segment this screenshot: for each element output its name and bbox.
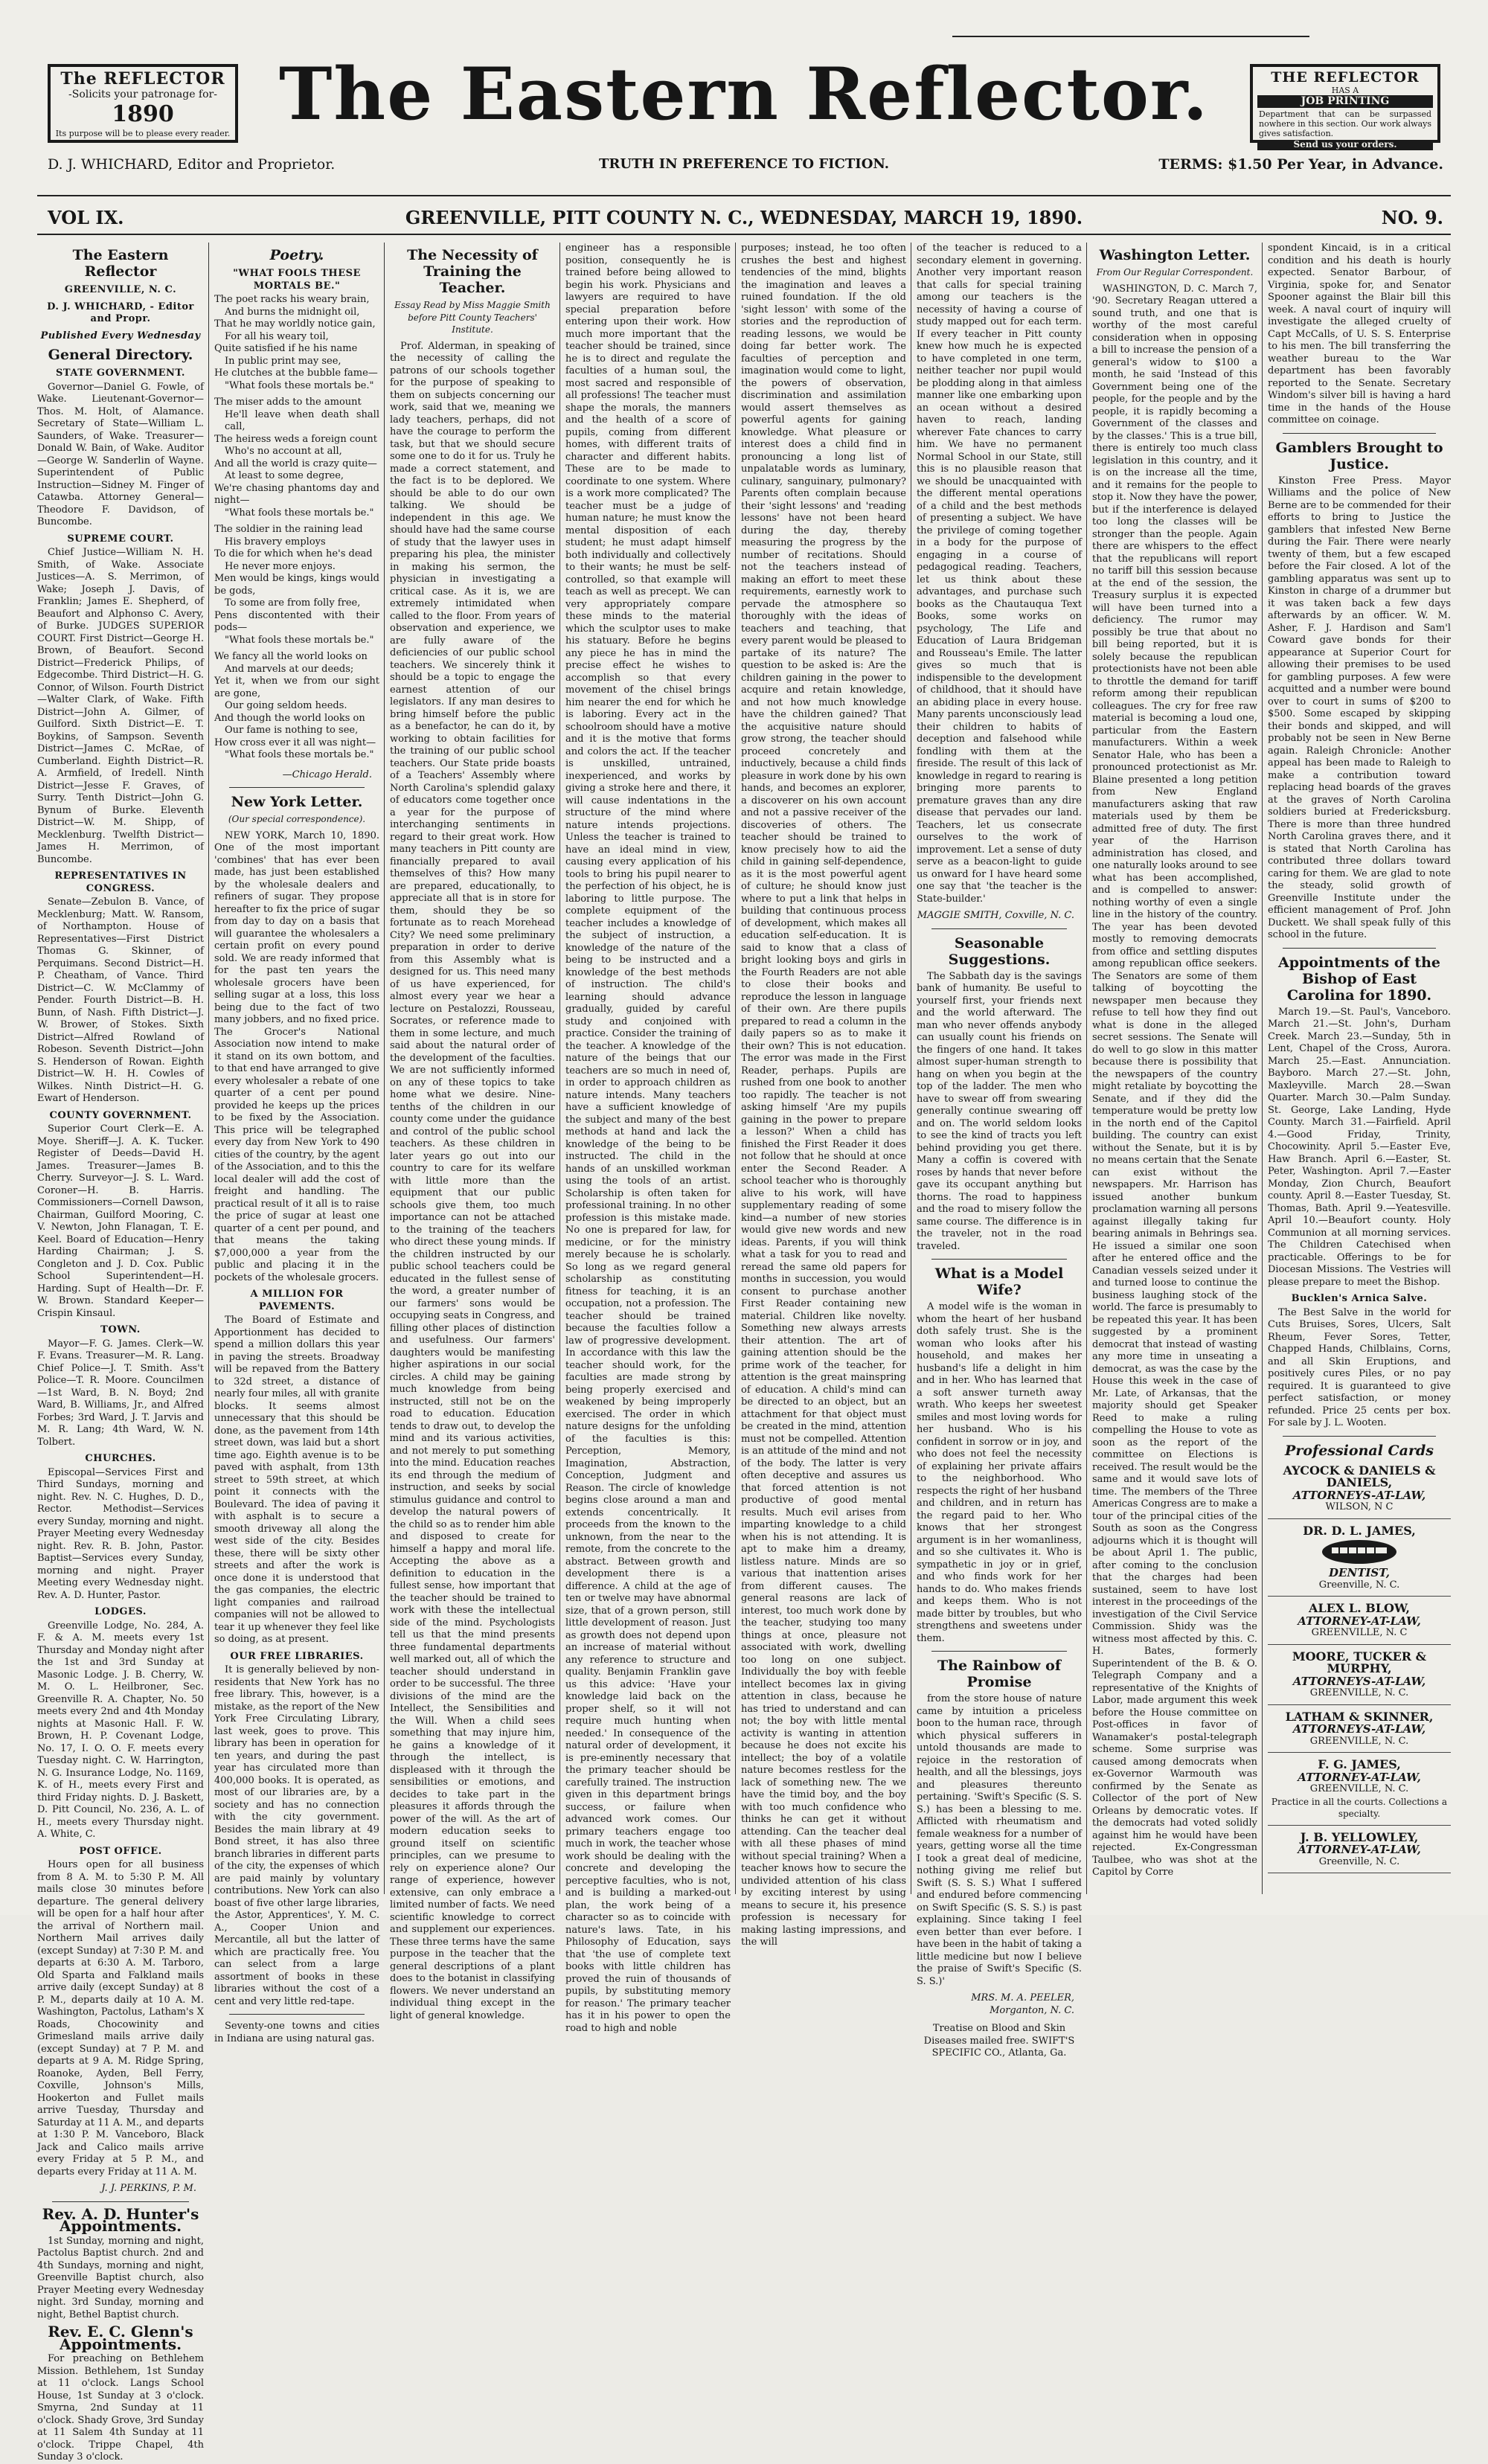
washington-text: WASHINGTON, D. C. March 7, '90. Secretary Reagan uttered a sound truth, and one that is worthy of the most careful consideration when in opposing a bill to increase the pension of a general's widow to $100 a month, he said 'Instead of this Government being one of the people, for the people and by the people, it is rapidly becoming a Government of the classes and by the classes.' This is a true bill, there is entirely too much class legislation in this country, and it is on the increase all the time, and it remains for the people to stop it. Now they have the power, but if the interference is delayed too long the classes will be stronger than the people. Again there are whispers to the effect that the republicans will report no tariff bill this session because at the end of the session, the Treasury surplus it is expected will have been turned into a deficiency. The rumor may possibly be true that about no bill being reported, but it is solely because the republican protectionists have not been able to throttle the demand for tariff reform among their republican colleagues. The cry for free raw material is becoming a loud one, particular from the Eastern manufacturers. Within a week Senator Hale, who has been a pronounced protectionist as Mr. Blaine presented a long petition from New England manufacturers asking that raw materials used by them be admitted free of duty. The first year of the Harrison administration has closed, and one naturally looks around to see what has been accomplished, and is compelled to answer: nothing worthy of even a single line in the history of the country. The year has been devoted mostly to removing democrats from office and settling disputes among republican office seekers. The Senators are some of them talking of boycotting the newspaper men because they refuse to tell how they find out what is done in the alleged secret sessions. The Senate will do well to go slow in this matter because there is possibility that the newspapers of the country might retaliate by boycotting the Senate, and if they did the temperature would be pretty low in the north end of the Capitol building. The country can exist without the Senate, but it is by no means certain that the Senate can exist without the newspapers. Mr. Harrison has issued another bunkum proclamation warning all persons against illegally taking fur bearing animals in Behrings sea. He issued a similar one soon after he entered office and the Canadian vessels seized under it and turned loose to continue the business laughing stock of the world. The farce is presumably to be repeated this year. It has been suggested by a prominent democrat that instead of wasting any more time in unseating a democrat, as was the case by the House this week in the case of Mr. Late, of Arkansas, that the majority should get Speaker Reed to make a ruling compelling the House to vote as soon as the report of the committee on Elections is received. The result would be the same and it would save lots of time. The members of the Three Americas Congress are to make a tour of the principal cities of the South as soon as the Congress adjourns which it is thought will be about April 1. The public, after coming to the conclusion that the charges had been sustained, seem to have lost interest in the proceedings of the investigation of the Civil Service Commission. Shidy was the witness most affected by this. C. H. Bates, formerly Superintendent of the B. & O. Telegraph Company and a representative of the Knights of Labor, made argument this week before the House committee on Post-offices in favor of Wanamaker's postal-telegraph scheme. Some surprise was caused among democrats when ex-Governor Warmouth was confirmed by the Senate as Collector of the port of New Orleans by democratic votes. If the democrats had voted solidly against him he would have been rejected. Ex-Congressman Taulbee, who was shot at the Capitol by Corre: [1092, 283, 1257, 1878]
card-role: ATTORNEYS-AT-LAW,: [1292, 1722, 1426, 1736]
hunter-text: 1st Sunday, morning and night, Pactolus Baptist church. 2nd and 4th Sundays, morning and night, Greenville Baptist church, also Prayer Meeting every Wednesday night. 3rd Sunday, morning and night, Bethel Baptist church.: [37, 2235, 204, 2320]
pavements-heading: A MILLION FOR PAVEMENTS.: [250, 1289, 344, 1312]
card-name: DR. D. L. JAMES,: [1303, 1523, 1416, 1538]
postmaster-signature: J. J. PERKINS, P. M.: [101, 2183, 196, 2194]
bishop-text: March 19.—St. Paul's, Vanceboro. March 21.—St. John's, Durham Creek. March 23.—Sunday, 5th in Lent, Chapel of the Cross, Aurora. March 25.—East. Annunciation. Bayboro. March 27.—St. John, Maxleyville. March 28.—Swan Quarter. March 30.—Palm Sunday. St. George, Lake Landing, Hyde County. March 31.—Fairfield. April 4.—Good Friday, Trinity, Chocowinity. April 5.—Easter Eve, Haw Branch. April 6.—Easter, St. Peter, Washington. April 7.—Easter Monday, Zion Church, Beaufort county. April 8.—Easter Tuesday, St. Thomas, Bath. April 9.—Yeatesville. April 10.—Beaufort county. Holy Communion at all morning services. The Children Catechised when practicable. Offerings to be for Diocesan Missions. The Vestries will please prepare to meet the Bishop.: [1268, 1006, 1451, 1288]
card-yellowley: [1268, 1829, 1451, 1874]
rainbow-footer: Treatise on Blood and Skin Diseases mailed free. SWIFT'S SPECIFIC CO., Atlanta, Ga.: [923, 2023, 1075, 2059]
ny-letter-text: NEW YORK, March 10, 1890. One of the most important 'combines' that has ever been made, has just been established by the wholesale dealers and refiners of sugar. They propose hereafter to fix the price of sugar from day to day on a basis that will guarantee the wholesalers a certain profit on every pound sold. We are ready informed that for the past ten years the wholesale grocers have been selling sugar at a loss, this loss being due to the fact of two many jobbers, and no fixed price. The Grocer's National Association now intend to make it stand on its own bottom, and to that end have arranged to give every wholesaler a rebate of one quarter of a cent per pound provided he keeps up the prices to be fixed by the Association. This price will be telegraphed every day from New York to 490 cities of the country, by the agent of the Association, and to this the local dealer will add the cost of freight and handling. The practical result of it all is to raise the price of sugar at least one quarter of a cent per pound, and that means the taking $7,000,000 a year from the public and placing it in the pockets of the wholesale grocers.: [214, 830, 379, 1283]
poem-line: "What fools these mortals be.": [225, 634, 374, 646]
card-moore-tucker-murphy: [1268, 1651, 1451, 1705]
promo-box-right: [1250, 64, 1440, 150]
congress-text: Senate—Zebulon B. Vance, of Mecklenburg; Matt. W. Ransom, of Northampton. House of Representatives—First District Thomas G. Skinner, of Perquimans. Second District—H. P. Cheatham, of Vance. Third District—C. W. McClammy of Pender. Fourth District—B. H. Bunn, of Nash. Fifth District—J. W. Brower, of Stokes. Sixth District—Alfred Rowland of Robeson. Seventh District—John S. Henderson of Rowan. Eighth District—W. H. H. Cowles of Wilkes. Ninth District—H. G. Ewart of Henderson.: [37, 896, 204, 1104]
card-location: GREENVILLE, N. C: [1311, 1627, 1408, 1638]
card-blow: [1268, 1602, 1451, 1645]
essay-heading: The Necessity of Training the Teacher.: [407, 247, 538, 296]
column-news-cards: [1263, 243, 1455, 1894]
state-gov-heading: STATE GOVERNMENT.: [56, 368, 185, 379]
seasonable-text: The Sabbath day is the savings bank of humanity. Be useful to yourself first, your friends next and the world afterward. The man who never offends anybody can usually count his friends on the fingers of one hand. It takes almost super-human strength to hang on when you begin at the top of the ladder. The men who have to swear off from swearing generally continue swearing off and on. The world seldom looks to see the kind of tracts you left behind providing you get there. Many a coffin is covered with roses by hands that never before gave its occupant anything but thorns. The road to happiness and the road to misery follow the same course. The difference is in the traveler, not in the road traveled.: [917, 970, 1082, 1252]
card-name: J. B. YELLOWLEY,: [1300, 1829, 1419, 1844]
directory-paper-title: The Eastern Reflector: [72, 247, 169, 280]
stanza-gap: [214, 762, 379, 766]
glenn-text: For preaching on Bethlehem Mission. Bethlehem, 1st Sunday at 11 o'clock. Langs School House, 1st Sunday at 3 o'clock. Smyrna, 2nd Sunday at 11 o'clock. Shady Grove, 3rd Sunday at 11 Salem 4th Sunday at 11 o'clock. Trippe Chapel, 4th Sunday 3 o'clock.: [37, 2353, 204, 2463]
masthead-rule-top: [37, 195, 1451, 196]
card-location: Greenville, N. C.: [1318, 1855, 1400, 1867]
column-rule: [559, 243, 560, 1894]
poem-title: "WHAT FOOLS THESE MORTALS BE.": [233, 268, 361, 292]
poem-line: Men would be kings, kings would be gods,: [214, 573, 379, 597]
arnica-text: The Best Salve in the world for Cuts Bruises, Sores, Ulcers, Salt Rheum, Fever Sores, Tetter, Chapped Hands, Chilblains, Corns, and all Skin Eruptions, and positively cures Piles, or no pay required. It is guaranteed to give perfect satisfaction, or money refunded. Price 25 cents per box. For sale by J. L. Wooten.: [1268, 1306, 1451, 1428]
washington-heading: Washington Letter.: [1099, 247, 1251, 263]
churches-heading: CHURCHES.: [85, 1453, 156, 1464]
divider: [931, 928, 1067, 929]
poem-line: In public print may see,: [225, 355, 341, 367]
divider: [1283, 1436, 1436, 1437]
card-name: F. G. JAMES,: [1318, 1757, 1401, 1771]
lodges-text: Greenville Lodge, No. 284, A. F. & A. M. meets every 1st Thursday and Monday night after the 1st and 3rd Sunday at Masonic Lodge. J. B. Cherry, W. M. O. L. Heilbroner, Sec. Greenville R. A. Chapter, No. 50 meets every 2nd and 4th Monday nights at Masonic Hall. F. W. Brown, H. P. Covenant Lodge, No. 17, I. O. O. F. meets every Tuesday night. C. W. Harrington, N. G. Insurance Lodge, No. 1169, K. of H., meets every First and third Friday nights. D. J. Baskett, D. Pitt Council, No. 236, A. L. of H., meets every Thursday night. A. White, C.: [37, 1620, 204, 1840]
washington-continued: spondent Kincaid, is in a critical condition and his death is hourly expected. Senator Barbour, of Virginia, spoke for, and Senator Spooner against the Blair bill this week. A naval court of inquiry will investigate the alleged cruelty of Capt McCalls, of U. S. S. Enterprise to his men. The bill transferring the weather bureau to the War department has been favorably reported to the Senate. Secretary Windom's silver bill is having a hard time in the hands of the House committee on coinage.: [1268, 243, 1451, 426]
dentures-icon: [1318, 1537, 1400, 1567]
essay-signature: MAGGIE SMITH, Coxville, N. C.: [917, 910, 1074, 921]
issue-number: NO. 9.: [1381, 207, 1443, 228]
divider: [229, 787, 365, 788]
card-firm: AYCOCK & DANIELS & DANIELS,: [1283, 1463, 1436, 1489]
terms: TERMS: $1.50 Per Year, in Advance.: [1158, 156, 1443, 173]
churches-text: Episcopal—Services First and Third Sundays, morning and night. Rev. N. C. Hughes, D. D., Rector. Methodist—Services every Sunday, morning and night. Prayer Meeting every Wednesday night. Rev. R. B. John, Pastor. Baptist—Services every Sunday, morning and night. Prayer Meeting every Wednesday night. Rev. A. D. Hunter, Pastor.: [37, 1466, 204, 1601]
divider: [1283, 433, 1436, 434]
card-location: GREENVILLE, N. C.: [1309, 1735, 1409, 1747]
pavements-text: The Board of Estimate and Apportionment has decided to spend a million dollars this year in paving the streets. Broadway will be repaved from the Battery to 32d street, a distance of nearly four miles, all with granite blocks. It seems almost unnecessary that this should be done, as the pavement from 14th street down, was laid but a short time ago. Eighth avenue is to be paved with asphalt, from 13th street to 59th street, at which point it connects with the Boulevard. The idea of paving it with asphalt is to secure a smooth driveway all along the west side of the city. Besides these, there will be sixty other streets and after the work is once done it is understood that the gas companies, the electric light companies and railroad companies will not be allowed to tear it up whenever they feel like so doing, as at present.: [214, 1315, 379, 1645]
seasonable-heading: Seasonable Suggestions.: [948, 934, 1051, 968]
divider: [931, 1259, 1067, 1260]
promo-name: The REFLECTOR: [60, 69, 225, 89]
column-directory: [33, 243, 208, 2463]
poem-line: We're chasing phantoms day and night—: [214, 482, 379, 506]
poem-line: Pens discontented with their pods—: [214, 609, 379, 633]
essay-text-continued: purposes; instead, he too often crushes the best and highest tendencies of the mind, blights the imagination and leaves a ruined foundation. If the old 'sight lesson' with some of the stories and the reproduction of reading lessons, we would be doing far better work. The faculties of perception and imagination would come to light, the powers of observation, discrimination and assimilation would assert themselves as powerful agents for gaining knowledge. What pleasure or interest does a child find in pronouncing a long list of unpalatable words as luminary, culinary, sanguinary, pulmonary? Parents often complain because their 'sight lessons' and 'reading lessons' have not been heard during the day, thereby measuring the progress by the number of recitations. Should not the teachers instead of making an effort to meet these requirements, earnestly work to pervade the atmosphere so thoroughly with the ideas of teachers and teaching, that every parent would be pleased to partake of its nature? The question to be asked is: Are the children gaining in the power to acquire and retain knowledge, and not how much knowledge have the children gained? That the acquisitive nature should grow strong, the teacher should proceed concretely and inductively, because a child finds pleasure in work done by his own hands, and becomes an explorer, a discoverer on his own account and not a passive receiver of the discoveries of others. The teacher should be trained to know precisely how to aid the child in gaining self-dependence, as it is the most powerful agent of culture; he should know just where to put a link that helps in building that continuous process of development, which makes all education self-education. It is said to know that a class of bright looking boys and girls in the Fourth Readers are not able to close their books and reproduce the lesson in language of their own. Are there pupils prepared to read a column in the daily papers so as to make it their own? This is not education. The error was made in the First Reader, perhaps. Pupils are rushed from one book to another too rapidly. The teacher is not asking himself 'Are my pupils gaining in the power to prepare a lesson?' When a child has finished the First Reader it does not follow that he should at once enter the Second Reader. A school teacher who is thoroughly alive to his work, will have supplementary reading of some kind—a number of new stories would give new words and new ideas. Parents, if you will think what a task for you to read and reread the same old papers for months in succession, you would consent to purchase another First Reader containing new material. Children like novelty. Something new always arrests their attention. The art of gaining attention should be the prime work of the teacher, for attention is the great mainspring of education. A child's mind can be directed to an object, but an attachment for that object must be created in the mind, attention must not be compelled. Attention is an attitude of the mind and not of the body. The latter is very often deceptive and assures us that forced attention is not productive of good mental results. Much evil arises from imparting knowledge to a child when his is not attending. It is apt to make him a dreamy, listless nature. Minds are so various that inattention arises from different causes. The general reasons are lack of interest, too much work done by the teacher, studying too many things at once, pleasure not associated with work, dwelling too long on one subject. Individually the boy with feeble intellect becomes lax in giving attention in class, because he has tried to understand and can not; the boy with little mental activity is wanting in attention because he does not excite his intellect; the boy of a volatile nature becomes restless for the lack of something new. The we have the timid boy, and the boy with too much confidence who thinks he can get it without attending. Can the teacher deal with all these phases of mind without special training? When a teacher knows how to secure the undivided attention of his class by exciting interest by using means to secure it, his presence profession is necessary for making lasting impressions, and the will: [741, 243, 906, 1948]
state-gov-text: Governor—Daniel G. Fowle, of Wake. Lieutenant-Governor—Thos. M. Holt, of Alamance. Secretary of State—William L. Saunders, of Wake. Treasurer—Donald W. Bain, of Wake. Auditor—George W. Sanderlin of Wayne. Superintendent of Public Instruction—Sidney M. Finger of Catawba. Attorney General—Theodore F. Davidson, of Buncombe.: [37, 381, 204, 527]
county-text: Superior Court Clerk—E. A. Moye. Sheriff—J. A. K. Tucker. Register of Deeds—David H. James. Treasurer—James B. Cherry. Surveyor—J. S. L. Ward. Coroner—H. B. Harris. Commissioners—Cornell Dawson, Chairman, Guilford Mooring, C. V. Newton, John Flanagan, T. E. Keel. Board of Education—Henry Harding Chairman; J. S. Congleton and J. D. Cox. Public School Superintendent—H. Harding. Supt of Health—Dr. F. W. Brown. Standard Keeper—Crispin Kinsaul.: [37, 1123, 204, 1319]
poem-line: At least to some degree,: [225, 470, 344, 481]
libraries-heading: OUR FREE LIBRARIES.: [230, 1650, 364, 1662]
poem-line: "What fools these mortals be.": [225, 507, 374, 519]
poem-line: The miser adds to the amount: [214, 397, 362, 408]
libraries-text: It is generally believed by non-residents that New York has no free library. This, however, is a mistake, as the report of the New York Free Circulating Library, last week, goes to prove. This library has been in operation for ten years, and during the past year has circulated more than 400,000 books. It is operated, as most of our libraries are, by a society and has no connection with the city government. Besides the main library at 49 Bond street, it has also three branch libraries in different parts of the city, the expenses of which are paid mainly by voluntary contributions. New York can also boast of five other large libraries, the Astor, Apprentices', Y. M. C. A., Cooper Union and Mercantile, all but the latter of which are practically free. You can select from a large assortment of books in these libraries without the cost of a cent and very little red-tape.: [214, 1664, 379, 2007]
gamblers-text: Kinston Free Press. Mayor Williams and the police of New Berne are to be commended for their efforts to bring to Justice the gamblers that infested New Berne during the Fair. There were nearly twenty of them, but a few escaped before the Fair closed. A lot of the gambling apparatus was sent up to Kinston in charge of a drummer but it was taken back a few days afterwards by an officer. W. M. Asher, F. J. Hardison and Sam'l Coward gave bonds for their appearance at Superior Court for allowing their premises to be used for gambling purposes. A few were acquitted and a number were bound over to court in sums of $200 to $500. Some escaped by skipping their bonds and skipped, and will probably not be seen in New Berne again. Raleigh Chronicle: Another appeal has been made to Raleigh to make a contribution toward replacing head boards of the graves at the graves of North Carolina soldiers buried at Fredericksburg. There is more than three hundred North Carolina graves there, and it is stated that North Carolina has contributed three dollars toward caring for them. We are glad to note the steady, solid growth of Greenville Institute under the efficient management of Prof. John Duckett. We shall speak fully of this school in the future.: [1268, 475, 1451, 940]
promo-footer: Its purpose will be to please every reader.: [55, 128, 231, 138]
town-heading: TOWN.: [100, 1324, 141, 1335]
masthead-rule-bottom: [37, 234, 1451, 235]
column-essay-continued-2: [737, 243, 911, 1948]
ny-letter-sub: (Our special correspondence).: [228, 814, 366, 824]
poem-line: "What fools these mortals be.": [225, 379, 374, 391]
column-rule: [384, 243, 385, 1894]
card-role: ATTORNEY-AT-LAW,: [1298, 1843, 1421, 1856]
ny-letter-heading: New York Letter.: [231, 794, 363, 810]
editor-line: D. J. WHICHARD, Editor and Proprietor.: [48, 156, 336, 173]
card-role: ATTORNEYS-AT-LAW,: [1292, 1674, 1426, 1688]
promo-right-job: JOB PRINTING: [1257, 95, 1433, 107]
poem-line: He never more enjoys.: [225, 560, 336, 572]
card-role: DENTIST,: [1329, 1566, 1390, 1579]
poem-line: He'll leave when death shall call,: [225, 408, 379, 432]
poem-credit: —Chicago Herald.: [282, 769, 372, 780]
card-location: WILSON, N C: [1325, 1501, 1394, 1512]
promo-right-body: Department that can be surpassed nowhere in this section. Our work always gives satisfaction.: [1259, 109, 1431, 138]
column-rule: [208, 243, 209, 1894]
poem-line: And marvels at our deeds;: [225, 663, 354, 675]
poetry-heading: Poetry.: [269, 247, 324, 263]
divider: [1283, 948, 1436, 949]
lodges-heading: LODGES.: [94, 1606, 147, 1617]
card-location: Greenville, N. C.: [1318, 1579, 1400, 1591]
poem-line: And burns the midnight oil,: [225, 306, 360, 318]
natural-gas-note: Seventy-one towns and cities in Indiana are using natural gas.: [214, 2021, 379, 2044]
essay-text-end: of the teacher is reduced to a secondary element in governing. Another very important reason that calls for special training among our teachers is the necessity of having a course of study mapped out for each term. If every teacher in Pitt county knew how much he is expected to have completed in one term, neither teacher nor pupil would be plodding along in that aimless manner like one embarking upon an ocean without a desired haven to reach, landing wherever Fate chances to carry him. We have no permanent Normal School in our State, still this is no plausible reason that we should be unacquainted with the different mental operations of a child and the best methods of presenting a subject. We have the privilege of coming together in a body for the purpose of engaging in a course of pedagogical reading. Teachers, let us think about these advantages, and purchase such books as the Chautauqua Text Books, some works on psychology, The Life and Education of Laura Bridgeman and Rousseau's Emile. The latter gives so much that is indispensible to the development of childhood, that it should have an abiding place in every house. Many parents unconsciously lead their children to habits of deception and falsehood while fondling with them at the fireside. The result of this lack of knowledge in regard to rearing is bringing more parents to premature graves than any dire disease that pervades our land. Teachers, let us consecrate ourselves to the work of improvement. Let a sense of duty serve as a beacon-light to guide us onward for I have heard some one say that 'the teacher is the State-builder.': [917, 243, 1082, 905]
essay-text: Prof. Alderman, in speaking of the necessity of calling the patrons of our schools together for the purpose of speaking to them on subjects concerning our work, said that we, meaning we lady teachers, perhaps, did not have the courage to perform the task, but that we should secure some one to do it for us. Truly he made a correct statement, and the fact is to be deplored. We should be able to do our own talking. We should be independent in this age. We should have had the same course of study that the lawyer uses in preparing his plea, the minister in making his sermon, the physician in investigating a critical case. As it is, we are extremely intimidated when called to the floor. From years of observation and experience, we are fully aware of the deficiencies of our public school teachers. We sincerely think it should be a topic to engage the earnest attention of our legislators. If any man desires to bring himself before the public as a benefactor, he can do it, by working to obtain facilities for the training of our public school teachers. Our State pride boasts of a Teachers' Assembly where North Carolina's splendid galaxy of educators come together once a year for the purpose of interchanging sentiments in regard to their great work. How many teachers in Pitt county are financially prepared to avail themselves of this? How many are prepared, educationally, to appreciate all that is in store for them, should they be so fortunate as to reach Morehead City? We need some preliminary preparation in order to derive from this Assembly what is designed for us. This need many of us have experienced, for almost every year we hear a lecture on Pestalozzi, Rousseau, Socrates, or reference made to them in some lecture, and much said about the natural order of the development of the faculties. We are not sufficiently informed on any of these topics to take home what we desire. Nine-tenths of the children in our county come under the guidance and control of the public school teachers. As these children in later years go out into our country to care for its welfare with little more than the equipment that our public schools give them, too much importance can not be attached to the training of the teachers who direct these young minds. If the children instructed by our public school teachers could be educated in the fullest sense of the word, a greater number of our farmers' sons would be occupying seats in Congress, and filling other places of distinction and usefulness. Our farmers' daughters would be manifesting higher aspirations in our social circles. A child may be gaining much knowledge from being instructed, still not be on the road to education. Education tends to draw out, to develop the mind and its various activities, and not merely to put something into the mind. Education reaches its end through the medium of instruction, and seeks by social stimulus guidance and control to develop the natural powers of the child so as to render him able and disposed to create for himself a happy and moral life. Accepting the above as a definition to education in the fullest sense, how important that the teacher should be trained to work with these the intellectual side of the mind. Psychologists tell us that the mind presents three fundamental departments well marked out, all of which the teacher should understand in order to be successful. The three divisions of the mind are the Intellect, the Sensibilities and the Will. When a child sees something that may injure him, he gains a knowledge of it through the intellect, is displeased with it through the sensibilities or emotions, and decides to take part in the pleasures it affords through the power of the will. As the art of modern education seeks to ground itself on scientific principles, can we presume to rely on experience alone? Our range of experience, however extensive, can only embrace a limited number of facts. We need scientific knowledge to correct and supplement our experiences. These three terms have the same purpose in the teacher that the general descriptions of a plant does to the botanist in classifying flowers. We never understand an individual thing except in the light of general knowledge.: [390, 340, 555, 2021]
divider: [931, 1651, 1067, 1652]
postoffice-heading: POST OFFICE.: [79, 1845, 162, 1857]
directory-heading: General Directory.: [48, 347, 193, 363]
dateline: GREENVILLE, PITT COUNTY N. C., WEDNESDAY, MARCH 19, 1890.: [405, 207, 1083, 228]
column-essay-continued-1: [561, 243, 735, 2034]
poem-line: "What fools these mortals be.": [225, 749, 374, 760]
card-role: ATTORNEY-AT-LAW,: [1298, 1770, 1421, 1784]
poem-line: That he may worldly notice gain,: [214, 318, 376, 330]
card-location: GREENVILLE, N. C.: [1309, 1687, 1409, 1698]
poem-line: The poet racks his weary brain,: [214, 294, 370, 305]
volume: VOL IX.: [48, 207, 124, 228]
column-rule: [1086, 243, 1087, 1894]
supreme-court-text: Chief Justice—William N. H. Smith, of Wake. Associate Justices—A. S. Merrimon, of Wake; Joseph J. Davis, of Franklin; James E. Shepherd, of Beaufort and Alphonso C. Avery, of Burke. JUDGES SUPERIOR COURT. First District—George H. Brown, of Beaufort. Second District—Frederick Philips, of Edgecombe. Third District—H. G. Connor, of Wilson. Fourth District—Walter Clark, of Wake. Fifth District—John A. Gilmer, of Guilford. Sixth District—E. T. Boykins, of Sampson. Seventh District—James C. McRae, of Cumberland. Eighth District—R. A. Armfield, of Iredell. Ninth District—Jesse F. Graves, of Surry. Tenth District—John G. Bynum of Burke. Eleventh District—W. M. Shipp, of Mecklenburg. Twelfth District—James H. Merrimon, of Buncombe.: [37, 547, 204, 865]
postoffice-text: Hours open for all business from 8 A. M. to 5:30 P. M. All mails close 30 minutes before departure. The general delivery will be open for a half hour after the arrival of Northern mail. Northern Mail arrives daily (except Sunday) at 7:30 P. M. and departs at 6:30 A. M. Tarboro, Old Sparta and Falkland mails arrive daily (except Sunday) at 8 P. M., departs daily at 10 A. M. Washington, Pactolus, Latham's X Roads, Chocowinity and Grimesland mails arrive daily (except Sunday) at 7 P. M. and departs at 9 A. M. Ridge Spring, Roanoke, Ayden, Bell Ferry, Coxville, Johnson's Mills, Hookerton and Fullet mails arrive Tuesday, Thursday and Saturday at 11 A. M., and departs at 1:30 P. M. Vanceboro, Black Jack and Calico mails arrive every Friday at 5 P. M., and departs every Friday at 11 A. M.: [37, 1859, 204, 2178]
supreme-court-heading: SUPREME COURT.: [67, 533, 174, 545]
hunter-heading: Rev. A. D. Hunter's Appointments.: [42, 2204, 199, 2235]
card-dentist: [1268, 1525, 1451, 1597]
card-note: Practice in all the courts. Collections a specialty.: [1271, 1796, 1448, 1819]
promo-tagline: -Solicits your patronage for-: [68, 89, 217, 101]
cards-heading: Professional Cards: [1285, 1442, 1434, 1459]
bishop-heading: Appointments of the Bishop of East Carolina for 1890.: [1277, 954, 1441, 1004]
card-location: GREENVILLE, N. C.: [1309, 1783, 1409, 1794]
poem-line: To die for which when he's dead: [214, 548, 373, 559]
rainbow-text: from the store house of nature came by intuition a priceless boon to the human race, through which physical sufferers in untold thousands are made to rejoice in the restoration of health, and all the blessings, joys and pleasures thereunto pertaining. 'Swift's Specific (S. S. S.) has been a blessing to me. Afflicted with rheumatism and female weakness for a number of years, getting worse all the time I took a great deal of medicine, nothing giving me relief but Swift (S. S. S.) What I suffered and endured before commencing on Swift Specific (S. S. S.) is past explaining. Since taking I feel even better than ever before. I have been in the habit of taking a little medicine but now I believe the praise of Swift's Specific (S. S. S.)': [917, 1693, 1082, 1987]
town-text: Mayor—F. G. James. Clerk—W. F. Evans. Treasurer—M. R. Lang. Chief Police—J. T. Smith. Ass't Police—T. R. Moore. Councilmen—1st Ward, B. N. Boyd; 2nd Ward, B. Williams, Jr., and Alfred Forbes; 3rd Ward, J. T. Jarvis and M. R. Lang; 4th Ward, W. N. Tolbert.: [37, 1338, 204, 1448]
directory-published: Published Every Wednesday: [40, 330, 201, 341]
poem-line: And though the world looks on: [214, 712, 365, 724]
washington-sub: From Our Regular Correspondent.: [1096, 267, 1254, 277]
model-wife-text: A model wife is the woman in whom the heart of her husband doth safely trust. She is the woman who looks after his household, and makes her husband's life a delight in him and in her. Who has learned that a soft answer turneth away wrath. Who keeps her sweetest smiles and most loving words for her husband. Who is his confident in sorrow or in joy, and who does not feel the necessity of explaining her private affairs to the neighborhood. Who respects the right of her husband and children, and in return has the regard paid to her. Who knows that her strongest argument is in her womanliness, and so she cultivates it. Who is sympathetic in joy or in grief, and who finds work for her hands to do. Who makes friends and keeps them. Who is not made bitter by troubles, but who strengthens and sweetens under them.: [917, 1301, 1082, 1644]
promo-right-name: THE REFLECTOR: [1271, 69, 1420, 86]
poem-body: [214, 294, 379, 766]
poem-line: For all his weary toil,: [225, 330, 329, 342]
arnica-heading: Bucklen's Arnica Salve.: [1291, 1293, 1428, 1304]
card-aycock-daniels: [1268, 1465, 1451, 1519]
directory-city: GREENVILLE, N. C.: [64, 284, 177, 295]
divider: [52, 2201, 189, 2202]
promo-right-cta: Send us your orders.: [1257, 140, 1433, 150]
card-james: [1268, 1759, 1451, 1826]
poem-line: Our fame is nothing to see,: [225, 725, 359, 736]
poem-line: The soldier in the raining lead: [214, 524, 363, 535]
essay-sub: Essay Read by Miss Maggie Smith before Pitt County Teachers' Institute.: [394, 300, 551, 335]
column-essay-end-misc: [912, 243, 1086, 2059]
card-name: MOORE, TUCKER & MURPHY,: [1292, 1649, 1427, 1675]
promo-right-has: HAS A: [1331, 85, 1359, 95]
card-role: ATTORNEY-AT-LAW,: [1298, 1614, 1421, 1628]
poem-line: Quite satisfied if he his name: [214, 343, 358, 354]
divider: [229, 2014, 365, 2015]
column-rule: [735, 243, 736, 1894]
poem-line: We fancy all the world looks on: [214, 651, 368, 662]
poem-line: His bravery employs: [225, 536, 326, 548]
poem-line: The heiress weds a foreign count: [214, 433, 377, 445]
congress-heading: REPRESENTATIVES IN CONGRESS.: [54, 870, 187, 894]
motto: TRUTH IN PREFERENCE TO FICTION.: [599, 156, 889, 172]
card-role: ATTORNEYS-AT-LAW,: [1292, 1488, 1426, 1502]
glenn-heading: Rev. E. C. Glenn's Appointments.: [48, 2323, 193, 2353]
poem-line: Yet it, when we from our sight are gone,: [214, 676, 379, 699]
poem-line: And all the world is crazy quite—: [214, 458, 377, 469]
promo-year: 1890: [112, 101, 174, 128]
handwritten-annotation-line: [952, 9, 1309, 37]
directory-editor: D. J. WHICHARD, - Editor and Propr.: [47, 301, 194, 324]
poem-line: Who's no account at all,: [225, 446, 342, 457]
rainbow-heading: The Rainbow of Promise: [937, 1658, 1061, 1690]
gamblers-heading: Gamblers Brought to Justice.: [1275, 439, 1443, 472]
poem-line: How cross ever it all was night—: [214, 737, 376, 748]
column-rule: [1262, 243, 1263, 1894]
poem-line: Our going seldom heeds.: [225, 700, 347, 711]
poem-line: To some are from folly free,: [225, 597, 361, 609]
column-washington-letter: [1088, 243, 1262, 1894]
essay-text-continued: engineer has a responsible position, consequently he is trained before being allowed to begin his work. Physicians and lawyers are required to have special preparation before entering upon their work. How much more important that the teacher should be trained, since he is to direct and regulate the faculties of a human soul, the most sacred and responsible of all professions! The teacher must shape the morals, the manners and the health of a score of pupils, coming from different homes, with different traits of character and different habits. These are to be made to coordinate to one system. Where is a work more complicated? The teacher must be a judge of human nature; he must know the mental disposition of each student; he must adapt himself both individually and collectively to their wants; he must be self-controlled, so that example will teach as well as precept. We can very appropriately compare these minds to the material which the sculptor uses to make his statuary. Before he begins any piece he has in mind the precise effect he wishes to accomplish so that every movement of the chisel brings him nearer the end for which he is laboring. Every act in the schoolroom should have a motive and it is the motive that forms and colors the act. If the teacher is unskilled, untrained, inexperienced, and works by giving a stroke here and there, it will cause indentations in the structure of the mind where nature intends projections. Unless the teacher is trained to have an ideal mind in view, causing every application of his tools to bring his pupil nearer to the perfection of his object, he is laboring to little purpose. The complete equipment of the teacher includes a knowledge of the subject of instruction, a knowledge of the nature of the being to be instructed and a knowledge of the best methods of instruction. The child's learning should advance gradually, guided by careful study and conjoined with practice. Consider the training of the teacher. A knowledge of the nature of the beings that our teachers are so much in need of, in order to approach children as nature intends. Many teachers have a sufficient knowledge of the subject and many of the best methods at hand and lack the knowledge of the being to be instructed. The child in the hands of an unskilled workman using the tools of an artist. Scholarship is often taken for professional training. In no other profession is this mistake made. No one is prepared for law, for medicine, or for the ministry merely because he is scholarly. So long as we regard general scholarship as constituting fitness for teaching, it is an occupation, not a profession. The teacher should be trained because the faculties follow a law of progressive development. In accordance with this law the teacher should work, for the faculties are made strong by being properly exercised and weakened by being improperly exercised. The order in which nature designs for the unfolding of the faculties is this: Perception, Memory, Imagination, Abstraction, Conception, Judgment and Reason. The circle of knowledge begins close around a man and extends concentrically. It proceeds from the known to the unknown, from the near to the remote, from the concrete to the abstract. Between growth and development there is a difference. A child at the age of ten or twelve may have abnormal size, that of a grown person, still little development of reason. Just as growth does not depend upon an increase of material without any reference to structure and quality. Benjamin Franklin gave us this advice: 'Have your knowledge laid back on the proper shelf, so it will not require much hunting when needed.' In consequence of the natural order of development, it is pre-eminently necessary that the primary teacher should be carefully trained. The instruction given in this department brings success, or failure when advanced work comes. Our primary teachers engage too much in work, the teacher whose work should be dealing with the concrete and developing the perceptive faculties, who is not, and is building a marked-out plan, the work being of a character so as to coincide with nature's laws. Tate, in his Philosophy of Education, says that 'the use of complete text books with little children has proved the ruin of thousands of pupils, by substituting memory for reason.' The primary teacher has it in his power to open the road to high and noble: [565, 243, 731, 2034]
model-wife-heading: What is a Model Wife?: [934, 1265, 1064, 1298]
newspaper-title: The Eastern Reflector.: [278, 52, 1210, 136]
poem-line: He clutches at the bubble fame—: [214, 368, 378, 379]
column-teacher-essay: [385, 243, 559, 2021]
card-name: ALEX L. BLOW,: [1309, 1601, 1410, 1615]
rainbow-signature: MRS. M. A. PEELER, Morganton, N. C.: [971, 1992, 1074, 2016]
card-name: LATHAM & SKINNER,: [1285, 1709, 1434, 1724]
county-heading: COUNTY GOVERNMENT.: [49, 1109, 192, 1121]
card-latham-skinner: [1268, 1711, 1451, 1754]
column-poetry-ny: [210, 243, 384, 2044]
promo-box-left: [48, 64, 238, 143]
